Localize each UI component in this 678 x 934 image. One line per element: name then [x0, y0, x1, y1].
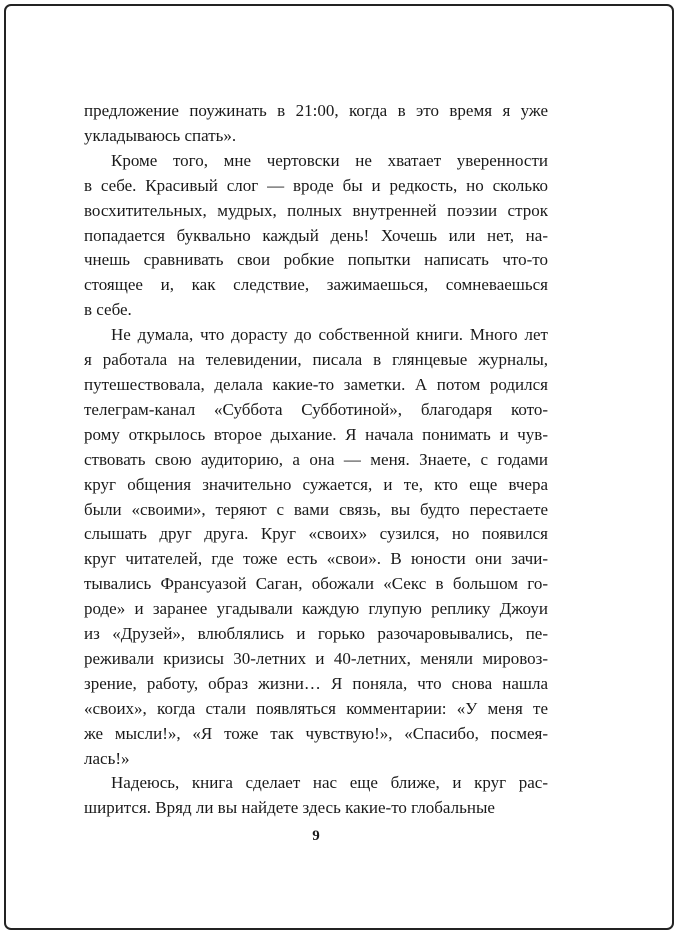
text-line: реживали кризисы 30-летних и 40-летних, меняли мировоз- [84, 648, 548, 668]
paragraph [84, 323, 548, 771]
text-line: круг общения значительно сужается, и те, кто еще вчера [84, 474, 548, 494]
text-line: в себе. Красивый слог — вроде бы и редкость, но сколько [84, 175, 548, 195]
text-line: были «своими», теряют с вами связь, вы будто перестаете [84, 499, 548, 519]
text-line: укладываюсь спать». [84, 125, 237, 145]
text-line: Не думала, что дорасту до собственной книги. Много лет [111, 325, 548, 345]
text-line: же мысли!», «Я тоже так чувствую!», «Спасибо, посмея- [84, 723, 548, 743]
text-line: ширится. Вряд ли вы найдете здесь какие-то глобальные [84, 798, 495, 818]
paragraph [84, 99, 548, 149]
text-line: телеграм-канал «Суббота Субботиной», благодаря кото- [84, 399, 548, 419]
text-line: Кроме того, мне чертовски не хватает уверенности [111, 150, 548, 170]
text-line: «своих», когда стали появляться комментарии: «У меня те [84, 698, 548, 718]
text-line: предложение поужинать в 21:00, когда в это время я уже [84, 101, 548, 120]
text-line: зрение, работу, образ жизни… Я поняла, что снова нашла [84, 673, 548, 693]
text-line: Надеюсь, книга сделает нас еще ближе, и круг рас- [111, 773, 548, 793]
page-number: 9 [312, 828, 320, 844]
text-line: чнешь сравнивать свои робкие попытки написать что-то [84, 250, 548, 270]
text-line: я работала на телевидении, писала в глянцевые журналы, [84, 350, 548, 370]
page-text [84, 99, 548, 821]
text-line: роде» и заранее угадывали каждую глупую реплику Джоуи [84, 599, 548, 619]
text-line: круг читателей, где тоже есть «свои». В юности они зачи- [84, 549, 548, 569]
paragraph [84, 149, 548, 323]
text-line: ствовать свою аудиторию, а она — меня. Знаете, с годами [84, 449, 548, 469]
text-line: попадается буквально каждый день! Хочешь или нет, на- [84, 225, 548, 245]
text-line: из «Друзей», влюблялись и горько разочаровывались, пе- [84, 624, 548, 644]
text-line: слышать друг друга. Круг «своих» сузился, но появился [84, 524, 548, 544]
text-line: в себе. [84, 300, 132, 320]
paragraph [84, 771, 548, 821]
text-line: путешествовала, делала какие-то заметки. А потом родился [84, 374, 548, 394]
text-line: тывались Франсуазой Саган, обожали «Секс в большом го- [84, 574, 548, 594]
text-line: стоящее и, как следствие, зажимаешься, сомневаешься [84, 275, 548, 295]
text-line: рому открылось второе дыхание. Я начала понимать и чув- [84, 424, 548, 444]
text-line: восхитительных, мудрых, полных внутренней поэзии строк [84, 200, 548, 220]
text-line: лась!» [84, 748, 130, 768]
